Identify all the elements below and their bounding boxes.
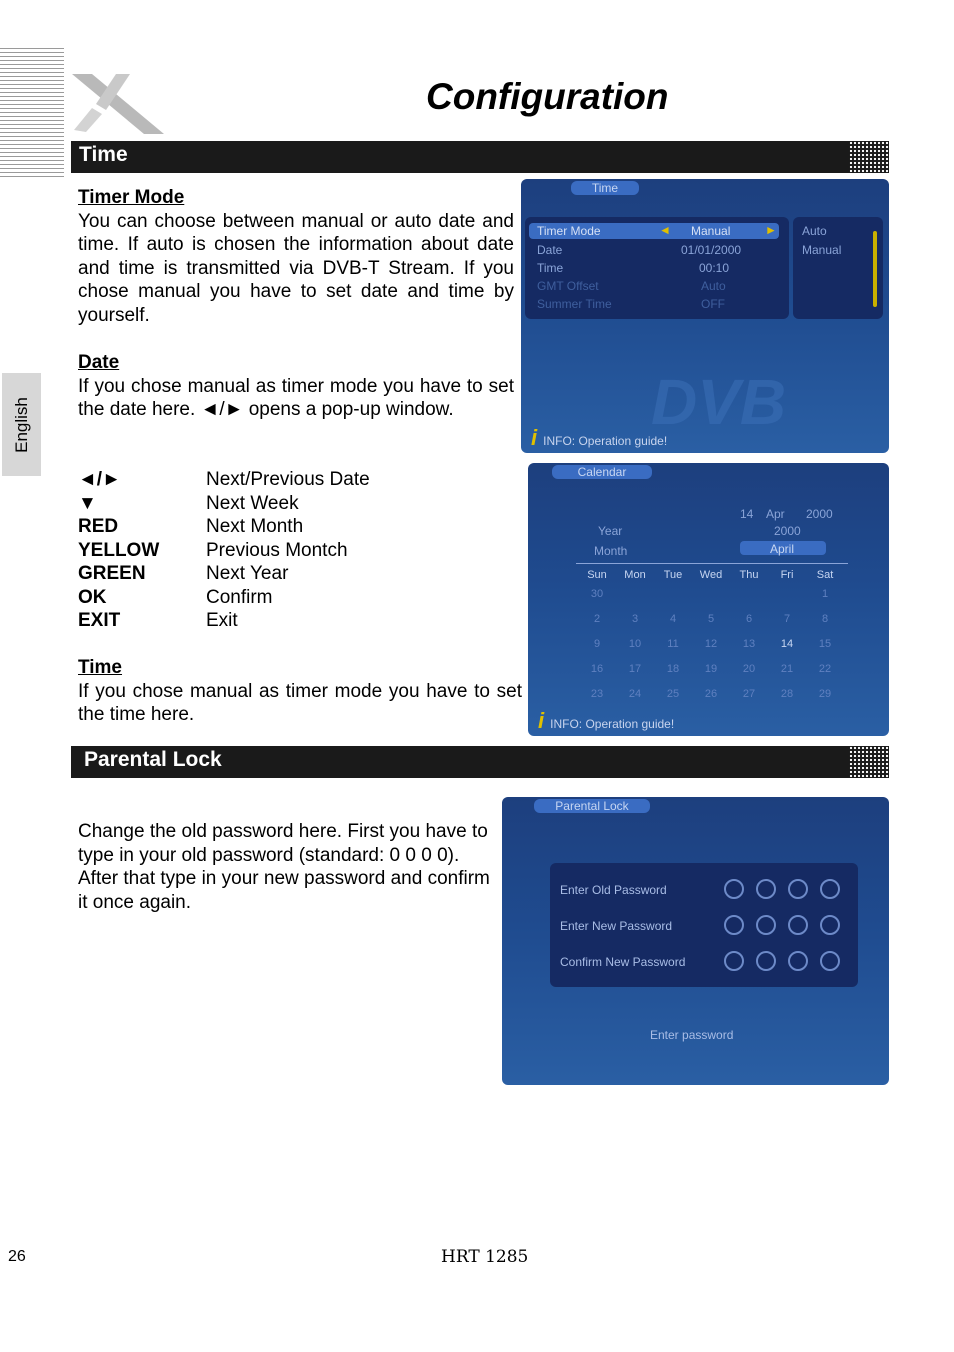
calendar-day[interactable]: 4: [669, 613, 677, 625]
timer-mode-text: You can choose between manual or auto date and time. If auto is chosen the information about date and time is transmitted via DVB-T Stream. If you chose manual you have to set date and time by yourself.: [78, 210, 514, 326]
weekday-header: Tue: [663, 569, 683, 581]
calendar-day[interactable]: 7: [783, 613, 791, 625]
calendar-day[interactable]: 2: [593, 613, 601, 625]
password-digit[interactable]: [788, 915, 808, 935]
selected-year: 2000: [806, 507, 833, 521]
time-setting-block: [78, 656, 522, 727]
menu-value: 01/01/2000: [681, 243, 742, 257]
calendar-day[interactable]: 26: [704, 688, 718, 700]
menu-value: Auto: [701, 279, 726, 293]
menu-value: OFF: [701, 297, 725, 311]
menu-label: Date: [537, 243, 563, 257]
language-tab: English: [2, 373, 41, 476]
calendar-day[interactable]: 28: [780, 688, 794, 700]
password-row-label: Enter New Password: [560, 919, 673, 933]
password-digit[interactable]: [756, 951, 776, 971]
calendar-day[interactable]: 30: [590, 588, 604, 600]
calendar-day[interactable]: 10: [628, 638, 642, 650]
calendar-day[interactable]: 6: [745, 613, 753, 625]
calendar-divider: [576, 563, 848, 564]
option-item: Auto: [802, 224, 827, 238]
calendar-day[interactable]: 18: [666, 663, 680, 675]
menu-label: GMT Offset: [537, 279, 599, 293]
menu-label: Timer Mode: [537, 224, 601, 238]
calendar-day[interactable]: 21: [780, 663, 794, 675]
calendar-day[interactable]: 8: [821, 613, 829, 625]
weekday-header: Wed: [699, 569, 723, 581]
time-text: If you chose manual as timer mode you have to set the time here.: [78, 680, 522, 725]
year-value[interactable]: 2000: [774, 524, 801, 538]
menu-value: 00:10: [699, 261, 730, 275]
calendar-day[interactable]: 29: [818, 688, 832, 700]
calendar-day[interactable]: 16: [590, 663, 604, 675]
option-item: Manual: [802, 243, 842, 257]
calendar-day[interactable]: 9: [593, 638, 601, 650]
screen-tab: Calendar: [552, 465, 652, 479]
password-digit[interactable]: [820, 951, 840, 971]
password-panel: [550, 863, 858, 987]
weekday-header: Fri: [780, 569, 794, 581]
info-icon: i: [538, 708, 545, 733]
calendar-screenshot: [528, 463, 889, 736]
password-digit[interactable]: [788, 879, 808, 899]
weekday-header: Sat: [816, 569, 834, 581]
info-line: iINFO: Operation guide!: [531, 425, 668, 450]
screen-tab: Parental Lock: [534, 799, 650, 813]
calendar-day[interactable]: 25: [666, 688, 680, 700]
calendar-day[interactable]: 12: [704, 638, 718, 650]
month-value[interactable]: April: [770, 542, 795, 556]
key-table: [78, 468, 518, 633]
password-digit[interactable]: [756, 915, 776, 935]
calendar-day[interactable]: 19: [704, 663, 718, 675]
brand-logo: [70, 70, 166, 136]
selected-day: 14: [740, 507, 754, 521]
selected-month: Apr: [766, 507, 785, 521]
date-block: [78, 351, 514, 422]
calendar-day[interactable]: 27: [742, 688, 756, 700]
password-digit[interactable]: [820, 915, 840, 935]
calendar-day[interactable]: 14: [780, 638, 794, 650]
dvb-watermark: DVB: [651, 366, 787, 438]
password-digit[interactable]: [724, 915, 744, 935]
calendar-day[interactable]: 11: [667, 638, 679, 650]
password-row-label: Enter Old Password: [560, 883, 667, 897]
calendar-day[interactable]: 24: [628, 688, 642, 700]
time-menu-screenshot: [521, 179, 889, 453]
model-name: HRT 1285: [441, 1247, 529, 1267]
time-heading: Time: [78, 657, 123, 678]
password-digit[interactable]: [820, 879, 840, 899]
parental-text: Change the old password here. First you have to type in your old password (standard: 0 0 0 0). After that type in your new password and confirm it once again.: [78, 821, 490, 913]
date-heading: Date: [78, 352, 120, 373]
key-row: OK Confirm: [78, 586, 273, 608]
chevron-left-icon: ◄: [659, 223, 671, 237]
info-icon: i: [531, 425, 538, 450]
chevron-right-icon: ►: [765, 223, 777, 237]
scrollbar: [873, 231, 877, 307]
key-row: RED Next Month: [78, 516, 304, 537]
key-row: ◄/► Next/Previous Date: [78, 469, 370, 490]
timer-mode-heading: Timer Mode: [78, 187, 185, 208]
weekday-header: Mon: [624, 569, 646, 581]
year-label: Year: [598, 524, 623, 538]
key-row: ▼ Next Week: [78, 492, 299, 514]
bar-dots: [849, 141, 889, 173]
password-row-label: Confirm New Password: [560, 955, 686, 969]
page-number: 26: [8, 1248, 26, 1265]
month-label: Month: [594, 544, 628, 558]
page-title: Configuration: [426, 76, 669, 117]
screen-tab: Time: [571, 181, 639, 195]
time-menu-panel: [525, 217, 789, 319]
calendar-day[interactable]: 15: [818, 638, 832, 650]
calendar-day[interactable]: 20: [742, 663, 756, 675]
calendar-day[interactable]: 5: [707, 613, 715, 625]
calendar-day[interactable]: 3: [631, 613, 639, 625]
calendar-day[interactable]: 23: [590, 688, 604, 700]
bar-dots: [849, 746, 889, 778]
password-hint: Enter password: [650, 1028, 734, 1042]
options-panel: [793, 217, 883, 319]
date-text: If you chose manual as timer mode you have to set the date here. ◄/► opens a pop-up window.: [78, 375, 514, 420]
password-digit[interactable]: [724, 951, 744, 971]
key-row: EXIT Exit: [78, 610, 238, 631]
weekday-header: Thu: [739, 569, 759, 581]
calendar-day[interactable]: 1: [821, 588, 829, 600]
menu-value: Manual: [691, 224, 731, 238]
calendar-day[interactable]: 17: [628, 663, 642, 675]
password-digit[interactable]: [788, 951, 808, 971]
parental-lock-screenshot: [502, 797, 889, 1085]
password-digit[interactable]: [756, 879, 776, 899]
section-bar-time: Time: [71, 141, 889, 173]
calendar-day[interactable]: 22: [818, 663, 832, 675]
timer-mode-block: [78, 186, 514, 327]
header-stripes: [0, 48, 64, 178]
info-line: iINFO: Operation guide!: [538, 708, 675, 733]
weekday-header: Sun: [587, 569, 607, 581]
key-row: GREEN Next Year: [78, 563, 289, 584]
section-bar-parental: Parental Lock: [71, 746, 889, 778]
menu-label: Summer Time: [537, 297, 612, 311]
calendar-day[interactable]: 13: [742, 638, 756, 650]
password-digit[interactable]: [724, 879, 744, 899]
key-row: YELLOW Previous Montch: [78, 539, 348, 561]
menu-label: Time: [537, 261, 564, 275]
